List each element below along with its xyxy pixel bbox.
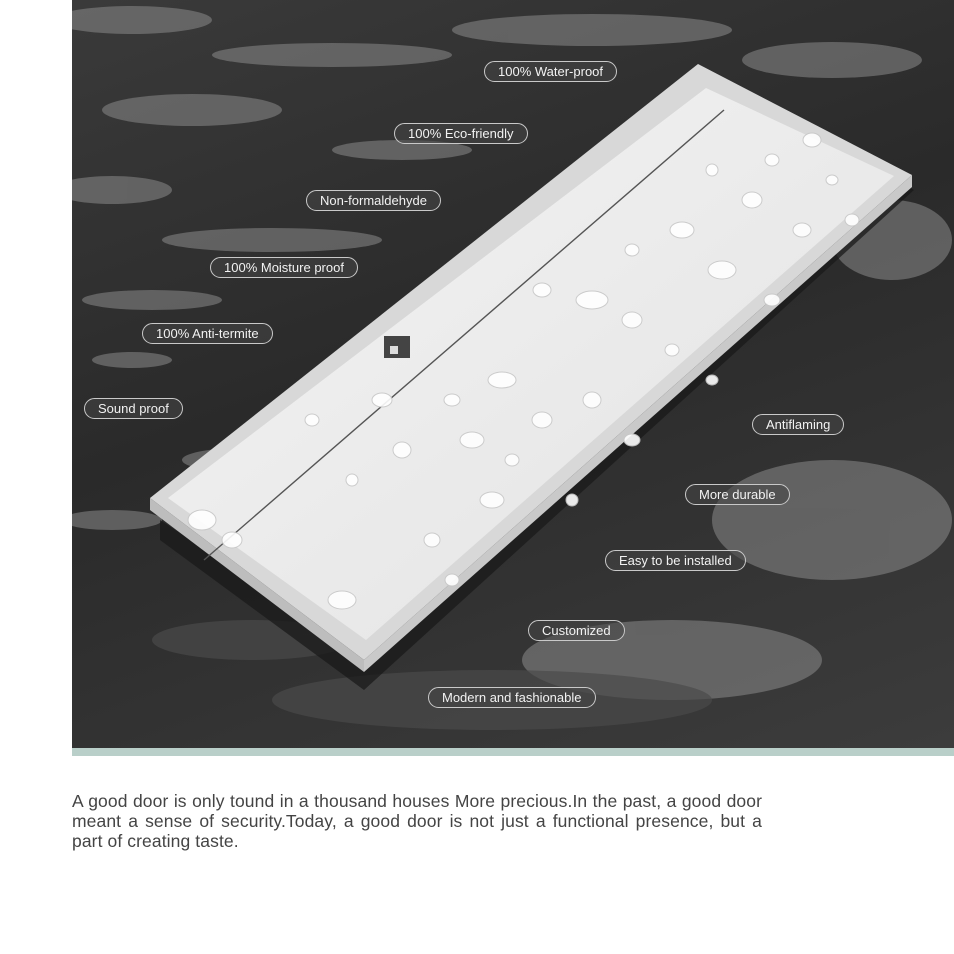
feature-badge-anti-termite: 100% Anti-termite [142,323,273,344]
feature-badge-customized: Customized [528,620,625,641]
feature-badge-non-formaldehyde: Non-formaldehyde [306,190,441,211]
feature-badge-more-durable: More durable [685,484,790,505]
feature-badge-moisture-proof: 100% Moisture proof [210,257,358,278]
feature-badge-modern: Modern and fashionable [428,687,596,708]
accent-strip [72,748,954,756]
feature-badge-sound-proof: Sound proof [84,398,183,419]
feature-badge-antiflaming: Antiflaming [752,414,844,435]
feature-badge-eco-friendly: 100% Eco-friendly [394,123,528,144]
feature-badge-water-proof: 100% Water-proof [484,61,617,82]
hero-illustration [72,0,954,748]
feature-badge-easy-install: Easy to be installed [605,550,746,571]
product-description: A good door is only tound in a thousand houses More precious.In the past, a good door meant a sense of security.Today, a good door is not just a functional presence, but a part of creating taste. [72,791,762,851]
product-hero-image [72,0,954,748]
